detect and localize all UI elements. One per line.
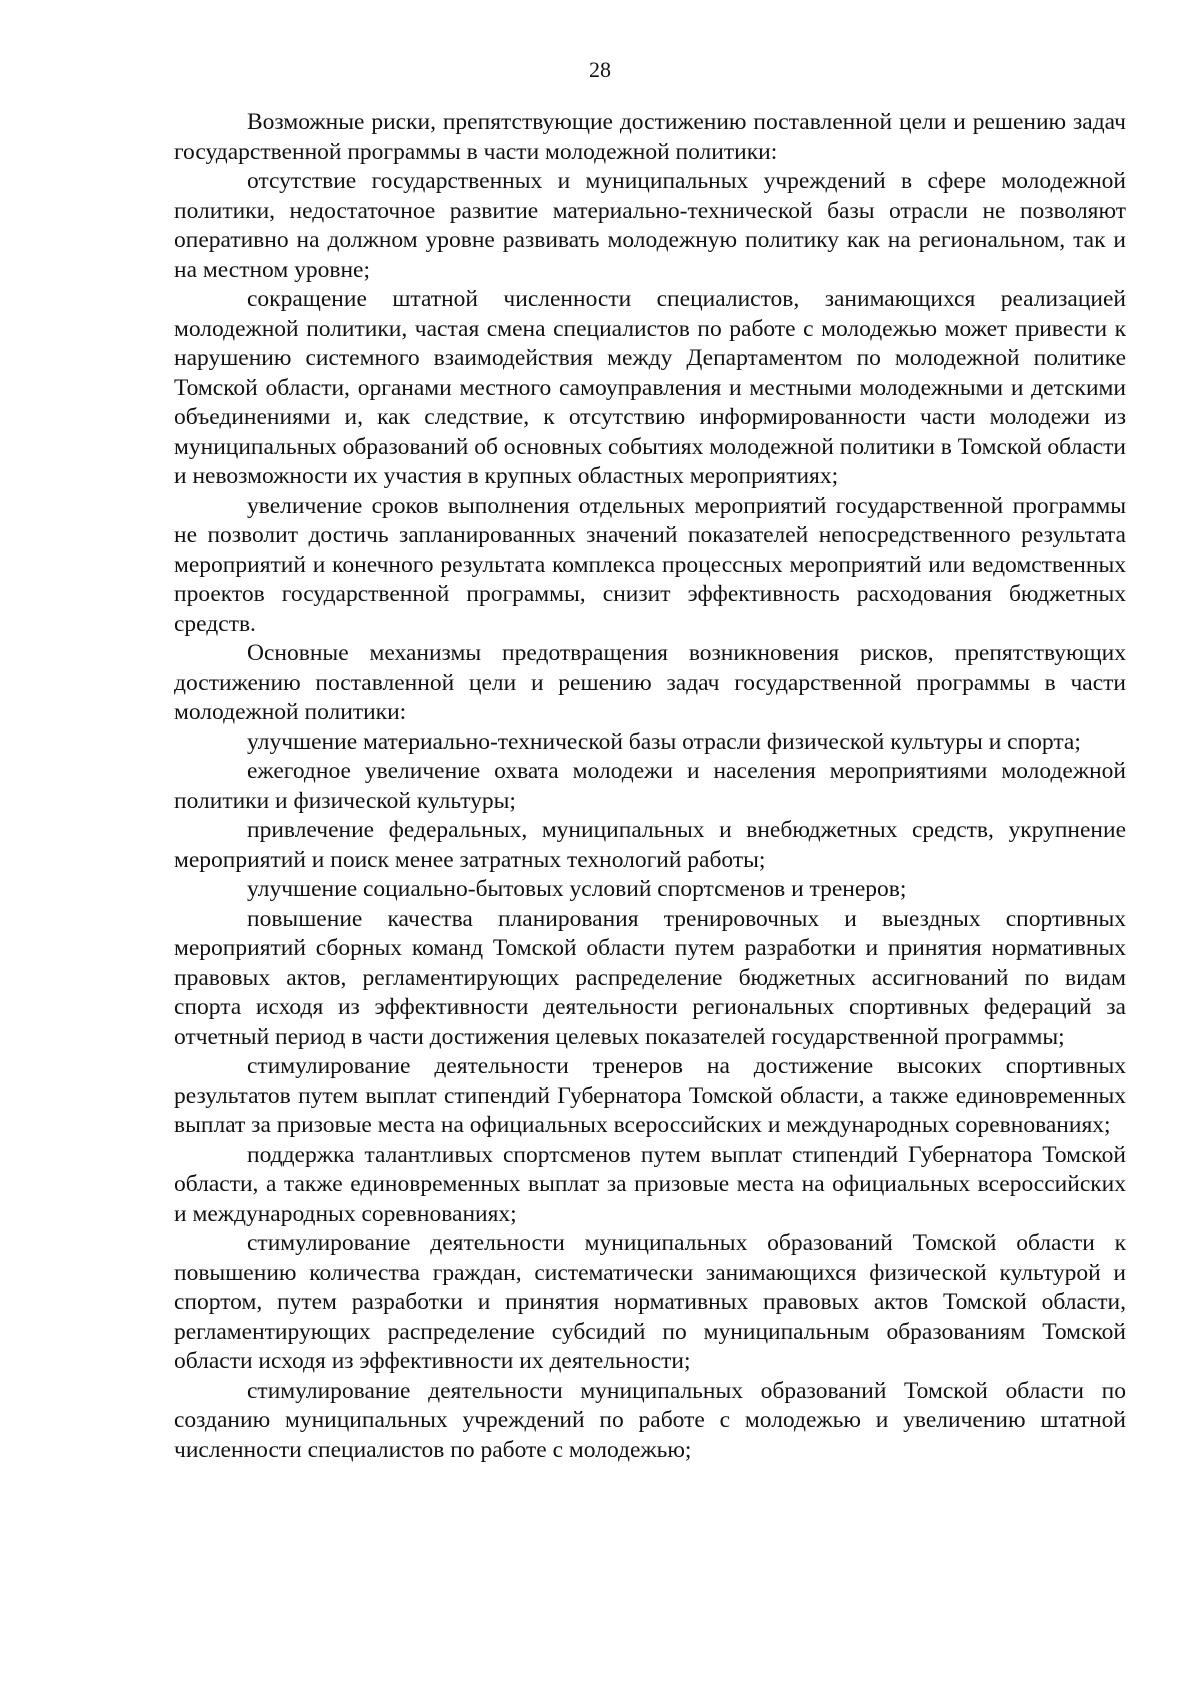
paragraph: отсутствие государственных и муниципальных учреждений в сфере молодежной политики, недостаточное развитие материально-технической базы отрасли не позволяют оперативно на должном уровне развивать молодежную политику как на региональном, так и на местном уровне; [174,168,1126,283]
paragraph: привлечение федеральных, муниципальных и внебюджетных средств, укрупнение мероприятий и поиск менее затратных технологий работы; [174,817,1126,873]
paragraph: улучшение материально-технической базы отрасли физической культуры и спорта; [247,728,1081,755]
document-body [174,108,1126,1465]
page-number: 28 [589,57,611,82]
paragraph: поддержка талантливых спортсменов путем выплат стипендий Губернатора Томской области, а также единовременных выплат за призовые места на официальных всероссийских и международных соревнованиях; [174,1141,1126,1227]
paragraph: повышение качества планирования тренировочных и выездных спортивных мероприятий сборных команд Томской области путем разработки и принятия нормативных правовых актов, регламентирующих распределение бюджетных ассигнований по видам спорта исходя из эффективности деятельности региональных спортивных федераций за отчетный период в части достижения целевых показателей государственной программы; [174,905,1126,1050]
paragraph: ежегодное увеличение охвата молодежи и населения мероприятиями молодежной политики и физической культуры; [174,758,1126,814]
paragraph: стимулирование деятельности муниципальных образований Томской области к повышению количества граждан, систематически занимающихся физической культурой и спортом, путем разработки и принятия нормативных правовых актов Томской области, регламентирующих распределение субсидий по муниципальным образованиям Томской области исходя из эффективности их деятельности; [174,1230,1126,1374]
paragraph: увеличение сроков выполнения отдельных мероприятий государственной программы не позволит достичь запланированных значений показателей непосредственного результата мероприятий и конечного результата комплекса процессных мероприятий или ведомственных проектов государственной программы, снизит эффективность расходования бюджетных средств. [174,492,1126,637]
paragraph: стимулирование деятельности муниципальных образований Томской области по созданию муниципальных учреждений по работе с молодежью и увеличению штатной численности специалистов по работе с молодежью; [174,1377,1126,1463]
paragraph: улучшение социально-бытовых условий спортсменов и тренеров; [247,876,907,902]
paragraph: Основные механизмы предотвращения возникновения рисков, препятствующих достижению поставленной цели и решению задач государственной программы в части молодежной политики: [174,640,1126,725]
paragraph: Возможные риски, препятствующие достижению поставленной цели и решению задач государственной программы в части молодежной политики: [174,109,1126,165]
paragraph: стимулирование деятельности тренеров на достижение высоких спортивных результатов путем выплат стипендий Губернатора Томской области, а также единовременных выплат за призовые места на официальных всероссийских и международных соревнованиях; [174,1053,1126,1138]
paragraph: сокращение штатной численности специалистов, занимающихся реализацией молодежной политики, частая смена специалистов по работе с молодежью может привести к нарушению системного взаимодействия между Департаментом по молодежной политике Томской области, органами местного самоуправления и местными молодежными и детскими объединениями и, как следствие, к отсутствию информированности части молодежи из муниципальных образований об основных событиях молодежной политики в Томской области и невозможности их участия в крупных областных мероприятиях; [174,286,1126,489]
